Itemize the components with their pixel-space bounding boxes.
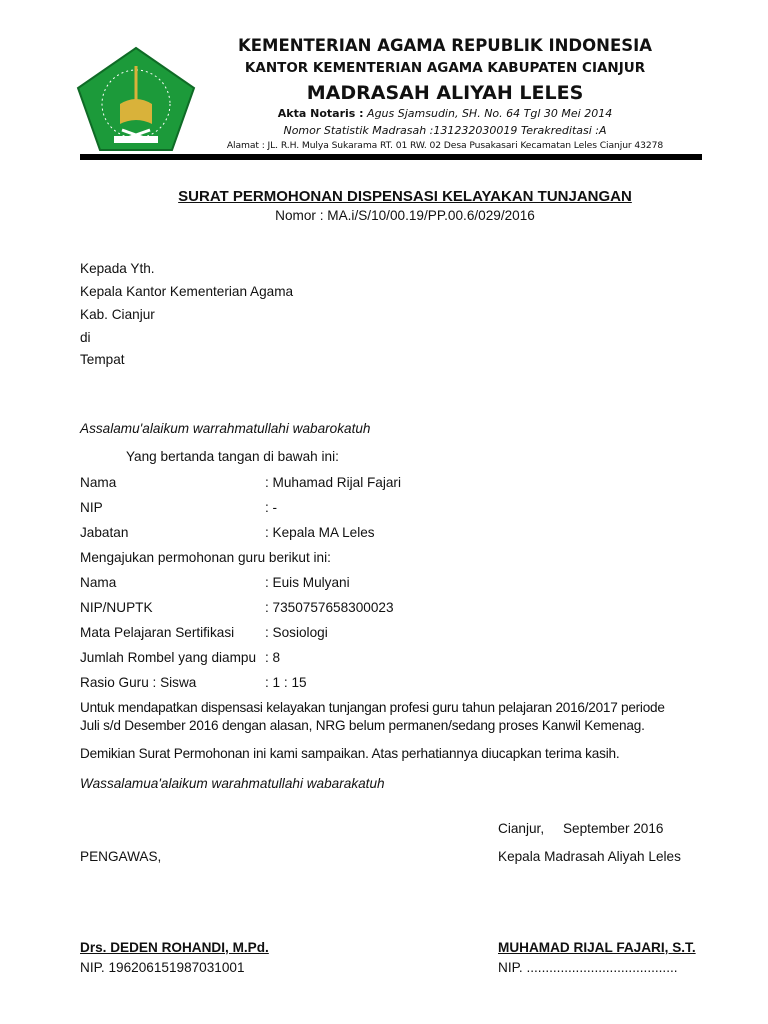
- intro: Yang bertanda tangan di bawah ini:: [126, 449, 339, 464]
- signer-label: NIP: [80, 500, 103, 515]
- teacher-value: : 8: [265, 650, 281, 665]
- closing-greeting: Wassalamua'alaikum warahmatullahi wabarakatuh: [80, 776, 385, 791]
- notary-label: Akta Notaris :: [277, 107, 364, 120]
- letter-title-text: SURAT PERMOHONAN DISPENSASI KELAYAKAN TUNJANGAN: [178, 188, 632, 205]
- right-signer-name: MUHAMAD RIJAL FAJARI, S.T.: [498, 940, 696, 955]
- right-signer-nip: NIP. ........................................: [498, 960, 678, 975]
- place-date: Cianjur, September 2016: [498, 821, 664, 836]
- notary-info: [190, 107, 700, 120]
- teacher-label: Jumlah Rombel yang diampu: [80, 650, 257, 665]
- signer-value: : -: [265, 500, 278, 515]
- letter-title: [80, 188, 730, 205]
- left-signer-name: Drs. DEDEN ROHANDI, M.Pd.: [80, 940, 269, 955]
- teacher-label: Rasio Guru : Siswa: [80, 675, 197, 690]
- teacher-value: : 7350757658300023: [265, 600, 394, 615]
- teacher-label: NIP/NUPTK: [80, 600, 153, 615]
- letter-number: Nomor : MA.i/S/10/00.19/PP.00.6/029/2016: [275, 208, 535, 223]
- left-signer-nip: NIP. 196206151987031001: [80, 960, 245, 975]
- statistic-number: Nomor Statistik Madrasah :131232030019 Terakreditasi :A: [283, 124, 607, 137]
- office-name: KANTOR KEMENTERIAN AGAMA KABUPATEN CIANJUR: [244, 60, 646, 76]
- recipient-line: Kab. Cianjur: [80, 307, 155, 322]
- teacher-value: : Euis Mulyani: [265, 575, 350, 590]
- header-divider: [80, 154, 702, 160]
- madrasah-logo: [74, 44, 198, 152]
- recipient-line: di: [80, 330, 91, 345]
- body-paragraph-1: Untuk mendapatkan dispensasi kelayakan tunjangan profesi guru tahun pelajaran 2016/2017 periode: [80, 700, 665, 715]
- greeting: Assalamu'alaikum warrahmatullahi wabarokatuh: [80, 421, 371, 436]
- teacher-label: Mata Pelajaran Sertifikasi: [80, 625, 235, 640]
- notary-value: Agus Sjamsudin, SH. No. 64 Tgl 30 Mei 2014: [363, 107, 613, 120]
- teacher-label: Nama: [80, 575, 117, 590]
- recipient-line: Tempat: [80, 352, 125, 367]
- signer-label: Nama: [80, 475, 117, 490]
- recipient-line: Kepala Kantor Kementerian Agama: [80, 284, 294, 299]
- ministry-name: KEMENTERIAN AGAMA REPUBLIK INDONESIA: [237, 36, 653, 55]
- teacher-value: : 1 : 15: [265, 675, 307, 690]
- address: Alamat : JL. R.H. Mulya Sukarama RT. 01 RW. 02 Desa Pusakasari Kecamatan Leles Cianjur 43278: [226, 140, 664, 151]
- left-signer-role: PENGAWAS,: [80, 849, 162, 864]
- request-intro: Mengajukan permohonan guru berikut ini:: [80, 550, 331, 565]
- school-name: MADRASAH ALIYAH LELES: [306, 82, 584, 104]
- right-signer-role: Kepala Madrasah Aliyah Leles: [498, 849, 681, 864]
- signer-value: : Kepala MA Leles: [265, 525, 375, 540]
- recipient-line: Kepada Yth.: [80, 261, 155, 276]
- teacher-value: : Sosiologi: [265, 625, 328, 640]
- signer-label: Jabatan: [80, 525, 129, 540]
- signer-value: : Muhamad Rijal Fajari: [265, 475, 401, 490]
- body-paragraph-1-cont: Juli s/d Desember 2016 dengan alasan, NRG belum permanen/sedang proses Kanwil Kemenag.: [80, 718, 645, 733]
- body-paragraph-2: Demikian Surat Permohonan ini kami sampaikan. Atas perhatiannya diucapkan terima kasih.: [80, 746, 620, 761]
